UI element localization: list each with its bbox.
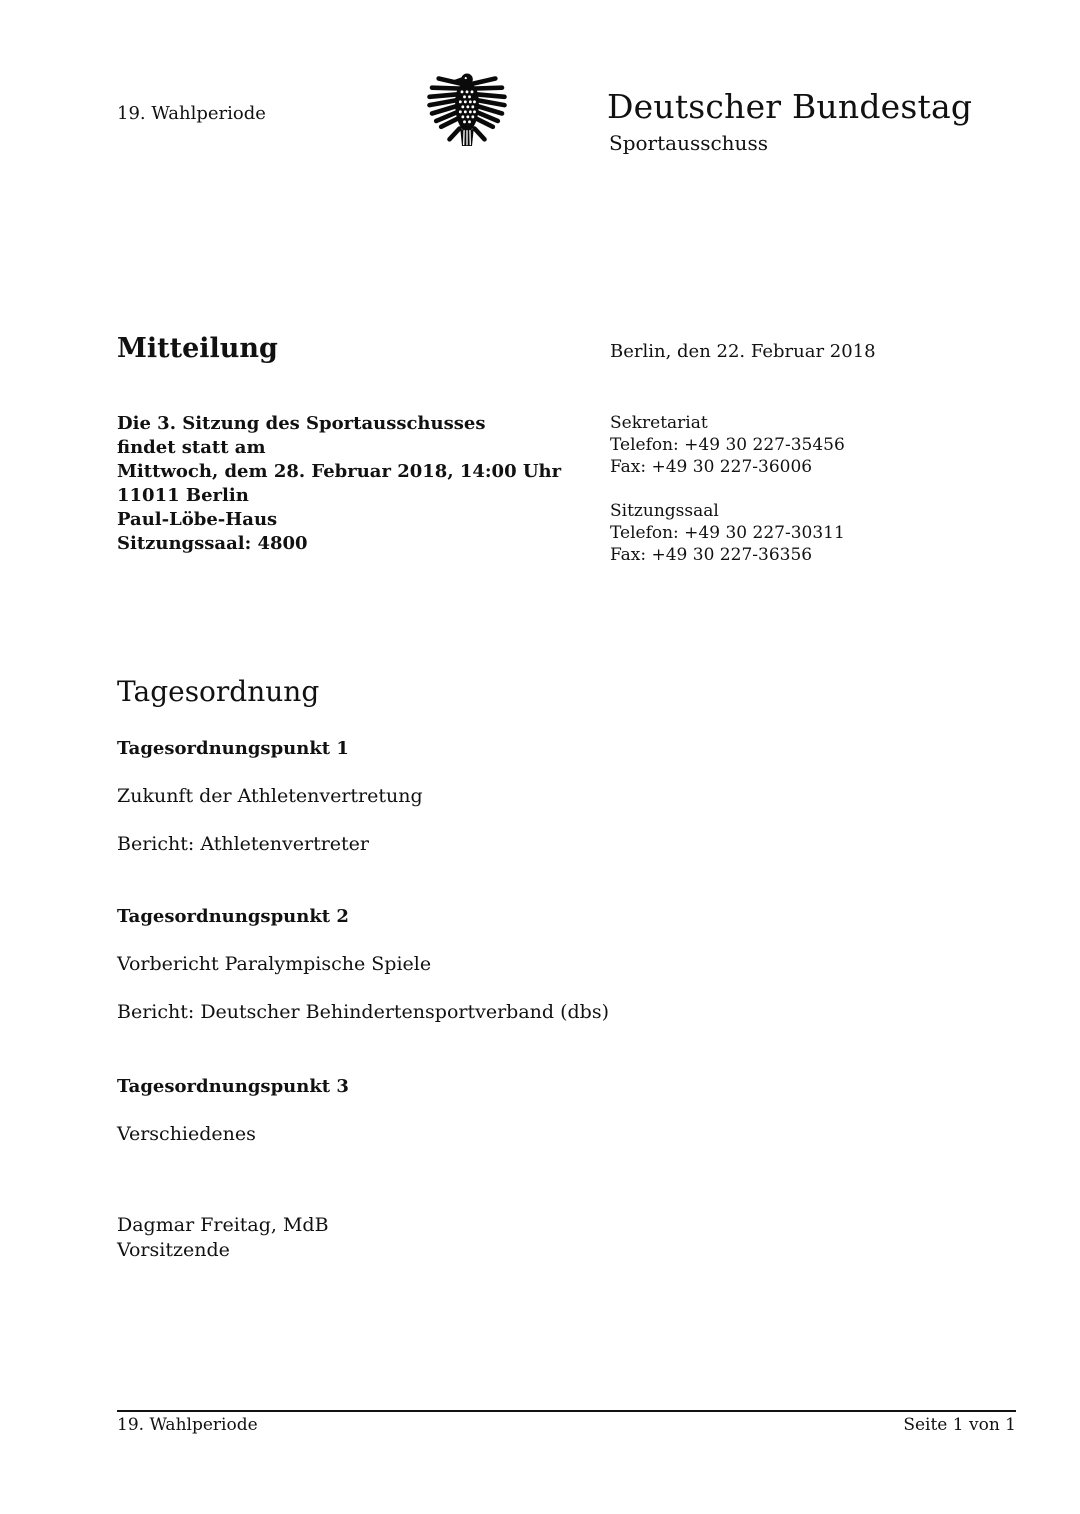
footer-wahlperiode: 19. Wahlperiode — [117, 1415, 258, 1435]
bundestag-eagle-icon — [427, 70, 507, 152]
contact-label: Sekretariat — [610, 413, 708, 433]
session-line: findet statt am — [117, 437, 266, 458]
agenda-item-topic: Vorbericht Paralympische Spiele — [117, 953, 432, 975]
contact-fax: Fax: +49 30 227-36006 — [610, 457, 813, 477]
footer-divider — [117, 1410, 1016, 1412]
agenda-item-topic: Verschiedenes — [117, 1123, 256, 1145]
signature-name: Dagmar Freitag, MdB — [117, 1214, 329, 1236]
contact-fax: Fax: +49 30 227-36356 — [610, 545, 813, 565]
agenda-item-2 — [117, 905, 917, 1024]
contact-label: Sitzungssaal — [610, 501, 719, 521]
agenda-title: Tagesordnung — [117, 675, 320, 708]
signature-block — [117, 1213, 329, 1263]
agenda-item-heading: Tagesordnungspunkt 3 — [117, 1076, 349, 1097]
wahlperiode-label: 19. Wahlperiode — [117, 103, 266, 124]
session-line: 11011 Berlin — [117, 485, 249, 506]
session-info-block — [117, 412, 587, 556]
agenda-item-heading: Tagesordnungspunkt 1 — [117, 738, 349, 759]
contact-block-sekretariat — [610, 412, 845, 478]
committee-subtitle: Sportausschuss — [609, 131, 768, 155]
agenda-item-report: Bericht: Deutscher Behindertensportverband (dbs) — [117, 1001, 609, 1023]
session-line: Die 3. Sitzung des Sportausschusses — [117, 413, 486, 434]
agenda-item-3 — [117, 1075, 917, 1146]
agenda-item-heading: Tagesordnungspunkt 2 — [117, 906, 349, 927]
footer — [117, 1414, 1016, 1437]
organization-title: Deutscher Bundestag — [607, 87, 973, 126]
session-line: Sitzungssaal: 4800 — [117, 533, 308, 554]
footer-page-number: Seite 1 von 1 — [903, 1415, 1016, 1435]
contact-phone: Telefon: +49 30 227-35456 — [610, 435, 845, 455]
notice-title: Mitteilung — [117, 333, 278, 364]
session-line: Paul-Löbe-Haus — [117, 509, 278, 530]
notice-date: Berlin, den 22. Februar 2018 — [610, 341, 876, 362]
signature-role: Vorsitzende — [117, 1239, 230, 1261]
agenda-item-topic: Zukunft der Athletenvertretung — [117, 785, 423, 807]
session-line: Mittwoch, dem 28. Februar 2018, 14:00 Uhr — [117, 461, 562, 482]
agenda-item-1 — [117, 737, 917, 856]
contact-block-sitzungssaal — [610, 500, 845, 566]
agenda-item-report: Bericht: Athletenvertreter — [117, 833, 370, 855]
contact-phone: Telefon: +49 30 227-30311 — [610, 523, 845, 543]
